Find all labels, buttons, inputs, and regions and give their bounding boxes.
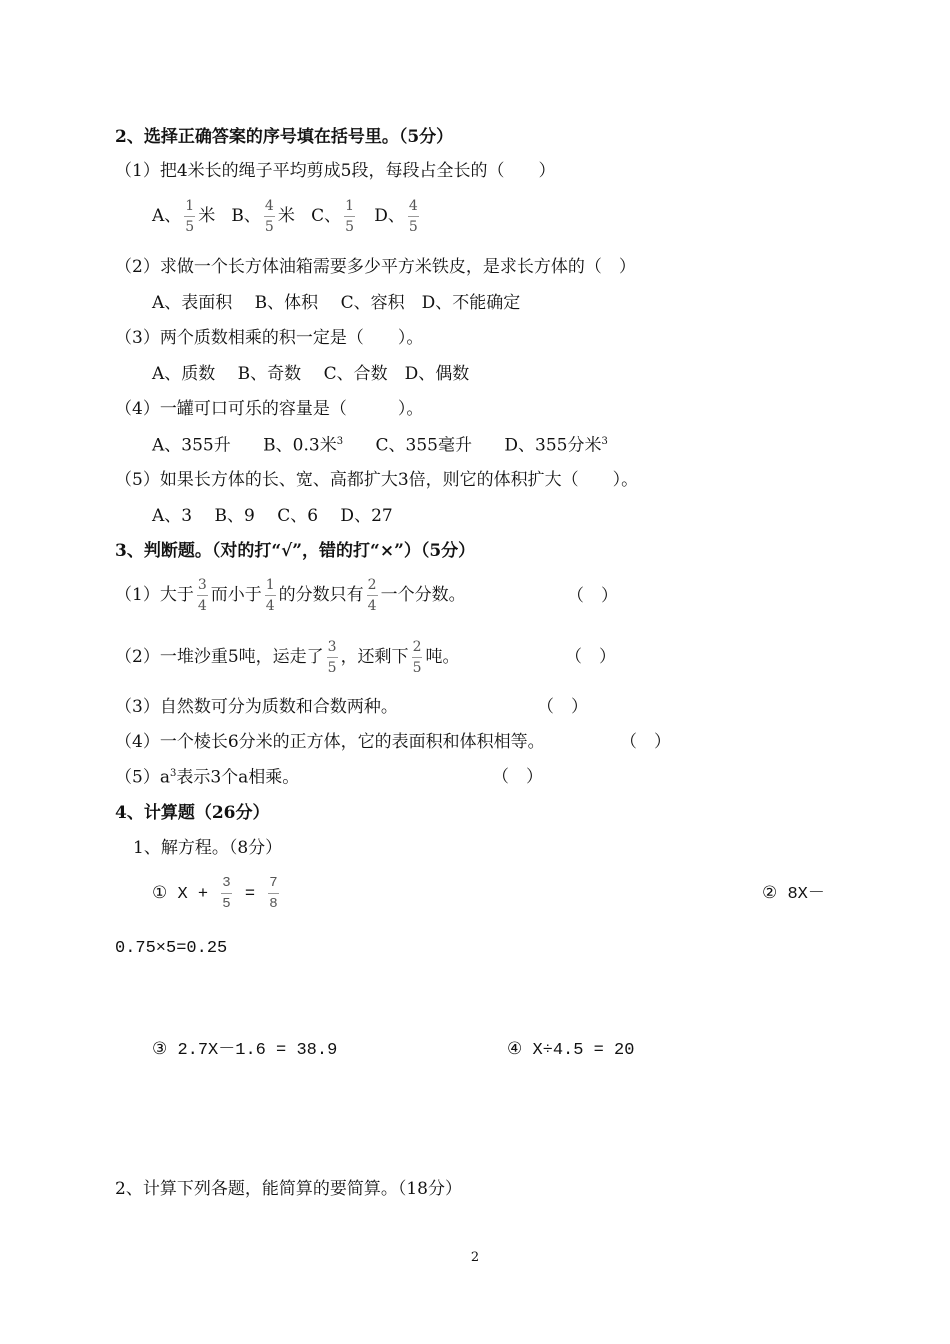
fraction: $\frac{1}{5}$: [345, 198, 354, 235]
fraction: $\frac{3}{5}$: [222, 875, 231, 912]
q2-text: （2）求做一个长方体油箱需要多少平方米铁皮，是求长方体的（ ）: [115, 257, 636, 277]
q1-text: （1）把4米长的绳子平均剪成5段，每段占全长的（ ）: [115, 161, 556, 181]
q2-options: A、表面积 B、体积 C、容积 D、不能确定: [152, 293, 521, 313]
q3-text: （3）两个质数相乘的积一定是（ ）。: [115, 328, 424, 348]
fraction: $\frac{3}{5}$: [327, 639, 337, 676]
fraction: $\frac{4}{5}$: [264, 198, 274, 235]
fraction: $\frac{4}{5}$: [408, 198, 418, 235]
sub1-heading: 1、解方程。（8分）: [133, 838, 283, 858]
fraction: $\frac{3}{4}$: [197, 577, 207, 614]
fraction: $\frac{2}{5}$: [412, 639, 422, 676]
fraction: $\frac{7}{8}$: [269, 875, 278, 912]
fraction: $\frac{1}{5}$: [185, 198, 195, 235]
q4-options: A、355升 B、0.3米$^3$ C、355毫升 D、355分米$^3$: [152, 435, 608, 456]
j5-answer-paren[interactable]: （ ）: [492, 767, 543, 787]
q5-text: （5）如果长方体的长、宽、高都扩大3倍，则它的体积扩大（ ）。: [115, 470, 639, 490]
j1-answer-paren[interactable]: （ ）: [567, 586, 618, 606]
j3-text: （3）自然数可分为质数和合数两种。: [115, 697, 398, 717]
sub2-heading: 2、计算下列各题，能简算的要简算。（18分）: [115, 1179, 462, 1199]
fraction: $\frac{1}{4}$: [265, 577, 275, 614]
j2: （2）一堆沙重5吨，运走了 $\frac{3}{5}$ ，还剩下 $\frac{2}{5}$ 吨。: [115, 639, 460, 676]
equation-2-part-b: 0.75×5=0.25: [115, 939, 228, 958]
j1: （1）大于 $\frac{3}{4}$ 而小于 $\frac{1}{4}$ 的分数只有 $\frac{2}{4}$ 一个分数。: [115, 577, 466, 614]
section-2-heading: 2、选择正确答案的序号填在括号里。（5分）: [115, 127, 454, 147]
q1-options: A、 $\frac{1}{5}$ 米 B、 $\frac{4}{5}$ 米 C、 $\frac{1}{5}$ D、 $\frac{4}{5}$: [152, 198, 418, 235]
equation-2-part-a: ② 8X－: [762, 885, 825, 904]
equation-4: ④ X÷4.5 = 20: [507, 1041, 635, 1060]
equation-3: ③ 2.7X－1.6 = 38.9: [152, 1041, 338, 1060]
section-3-heading: 3、判断题。（对的打“√”，错的打“×”）（5分）: [115, 541, 476, 561]
j5: $(5)a^3$表示3个a相乘。: [115, 767, 300, 788]
section-4-heading: 4、计算题（26分）: [115, 803, 270, 823]
j3-answer-paren[interactable]: （ ）: [537, 697, 588, 717]
j4-text: （4）一个棱长6分米的正方体，它的表面积和体积相等。: [115, 732, 545, 752]
fraction: $\frac{2}{4}$: [367, 577, 377, 614]
page-number: 2: [470, 1250, 480, 1265]
q3-options: A、质数 B、奇数 C、合数 D、偶数: [152, 364, 470, 384]
j4-answer-paren[interactable]: （ ）: [620, 732, 671, 752]
q5-options: A、3 B、9 C、6 D、27: [152, 506, 393, 526]
j2-answer-paren[interactable]: （ ）: [565, 647, 616, 667]
equation-1: ① X + $\frac{3}{5}$ = $\frac{7}{8}$: [152, 875, 278, 912]
q4-text: （4）一罐可口可乐的容量是（ ）。: [115, 399, 424, 419]
